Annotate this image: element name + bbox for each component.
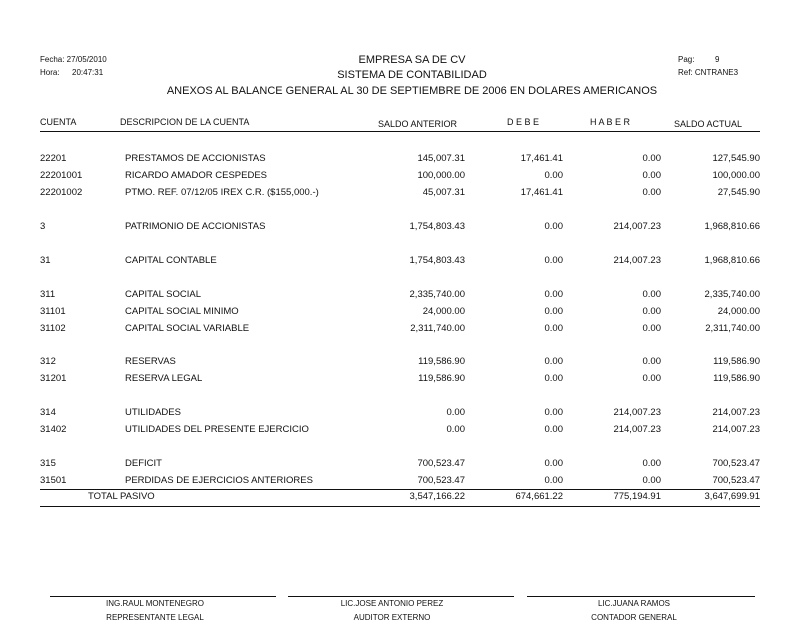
table-row — [0, 306, 810, 318]
table-row — [0, 153, 810, 165]
account-description: PERDIDAS DE EJERCICIOS ANTERIORES — [125, 475, 313, 486]
table-row — [0, 458, 810, 470]
account-code: 31102 — [40, 323, 66, 334]
debe-amount: 17,461.41 — [520, 187, 563, 198]
total-rule-top — [40, 489, 760, 490]
saldo-anterior: 100,000.00 — [417, 170, 465, 181]
table-row — [0, 187, 810, 199]
signature-name-2: LIC.JOSE ANTONIO PEREZ — [340, 599, 444, 608]
haber-amount: 0.00 — [642, 323, 661, 334]
saldo-actual: 27,545.90 — [717, 187, 760, 198]
account-description: RICARDO AMADOR CESPEDES — [125, 170, 267, 181]
saldo-anterior: 24,000.00 — [422, 306, 465, 317]
debe-amount: 0.00 — [544, 170, 563, 181]
haber-amount: 0.00 — [642, 170, 661, 181]
account-description: PATRIMONIO DE ACCIONISTAS — [125, 221, 266, 232]
total-saldo-actual: 3,647,699.91 — [704, 491, 760, 502]
saldo-actual: 700,523.47 — [712, 475, 760, 486]
debe-amount: 17,461.41 — [520, 153, 563, 164]
saldo-actual: 119,586.90 — [713, 373, 760, 384]
col-header-saldo-anterior: SALDO ANTERIOR — [378, 119, 458, 129]
saldo-anterior: 1,754,803.43 — [409, 221, 465, 232]
account-code: 3 — [40, 221, 46, 232]
account-description: PTMO. REF. 07/12/05 IREX C.R. ($155,000.-) — [125, 187, 319, 198]
company-name: EMPRESA SA DE CV — [358, 54, 466, 66]
col-header-haber: H A B E R — [590, 117, 631, 127]
total-saldo-anterior: 3,547,166.22 — [409, 491, 465, 502]
total-label: TOTAL PASIVO — [88, 491, 155, 502]
debe-amount: 0.00 — [544, 407, 563, 418]
haber-amount: 0.00 — [642, 373, 661, 384]
account-description: CAPITAL SOCIAL VARIABLE — [125, 323, 250, 334]
print-time-label: Hora: — [40, 68, 60, 77]
system-name: SISTEMA DE CONTABILIDAD — [337, 69, 487, 81]
account-code: 31402 — [40, 424, 67, 435]
account-description: UTILIDADES DEL PRESENTE EJERCICIO — [125, 424, 309, 435]
haber-amount: 0.00 — [642, 153, 661, 164]
saldo-actual: 2,335,740.00 — [704, 289, 760, 300]
report-ref: Ref: CNTRANE3 — [678, 68, 739, 77]
haber-amount: 0.00 — [642, 475, 661, 486]
debe-amount: 0.00 — [544, 458, 563, 469]
haber-amount: 0.00 — [642, 306, 661, 317]
signature-name-3: LIC.JUANA RAMOS — [597, 599, 670, 608]
table-row — [0, 170, 810, 182]
debe-amount: 0.00 — [544, 323, 563, 334]
account-code: 31101 — [40, 306, 66, 317]
account-code: 312 — [40, 356, 56, 367]
total-debe: 674,661.22 — [515, 491, 563, 502]
debe-amount: 0.00 — [544, 289, 563, 300]
debe-amount: 0.00 — [544, 255, 563, 266]
table-row — [0, 221, 810, 233]
table-row — [0, 475, 810, 487]
page-number: 9 — [715, 55, 720, 64]
debe-amount: 0.00 — [544, 424, 563, 435]
account-description: CAPITAL SOCIAL — [125, 289, 202, 300]
saldo-actual: 100,000.00 — [712, 170, 760, 181]
table-row — [0, 356, 810, 368]
saldo-anterior: 700,523.47 — [417, 475, 465, 486]
saldo-anterior: 145,007.31 — [417, 153, 465, 164]
saldo-actual: 1,968,810.66 — [704, 221, 760, 232]
haber-amount: 0.00 — [642, 356, 661, 367]
account-description: CAPITAL SOCIAL MINIMO — [125, 306, 239, 317]
saldo-actual: 119,586.90 — [713, 356, 760, 367]
col-header-debe: D E B E — [507, 117, 540, 127]
account-code: 22201 — [40, 153, 67, 164]
account-code: 314 — [40, 407, 56, 418]
col-header-cuenta: CUENTA — [40, 117, 77, 127]
account-code: 311 — [40, 289, 56, 300]
saldo-actual: 1,968,810.66 — [704, 255, 760, 266]
saldo-anterior: 119,586.90 — [418, 373, 465, 384]
print-date: Fecha: 27/05/2010 — [40, 55, 107, 64]
saldo-actual: 127,545.90 — [712, 153, 760, 164]
signature-role-1: REPRESENTANTE LEGAL — [106, 613, 204, 622]
account-code: 31 — [40, 255, 51, 266]
total-row — [0, 491, 810, 503]
signature-role-2: AUDITOR EXTERNO — [353, 613, 431, 622]
saldo-anterior: 45,007.31 — [422, 187, 465, 198]
total-haber: 775,194.91 — [613, 491, 661, 502]
saldo-anterior: 700,523.47 — [417, 458, 465, 469]
signature-name-1: ING.RAUL MONTENEGRO — [106, 599, 204, 608]
print-time-value: 20:47:31 — [72, 68, 104, 77]
table-row — [0, 407, 810, 419]
saldo-anterior: 0.00 — [446, 424, 465, 435]
saldo-actual: 214,007.23 — [712, 407, 760, 418]
saldo-anterior: 1,754,803.43 — [409, 255, 465, 266]
total-rule-bottom — [40, 506, 760, 507]
saldo-actual: 24,000.00 — [717, 306, 760, 317]
haber-amount: 214,007.23 — [613, 221, 661, 232]
debe-amount: 0.00 — [544, 356, 563, 367]
account-code: 31201 — [40, 373, 67, 384]
debe-amount: 0.00 — [544, 475, 563, 486]
account-code: 315 — [40, 458, 56, 469]
saldo-anterior: 2,335,740.00 — [409, 289, 465, 300]
account-description: DEFICIT — [125, 458, 162, 469]
haber-amount: 214,007.23 — [613, 407, 661, 418]
table-row — [0, 373, 810, 385]
debe-amount: 0.00 — [544, 221, 563, 232]
account-description: PRESTAMOS DE ACCIONISTAS — [125, 153, 266, 164]
table-row — [0, 323, 810, 335]
col-header-saldo-actual: SALDO ACTUAL — [674, 119, 743, 129]
saldo-anterior: 2,311,740.00 — [410, 323, 465, 334]
saldo-actual: 214,007.23 — [712, 424, 760, 435]
col-header-descripcion: DESCRIPCION DE LA CUENTA — [120, 117, 250, 127]
account-code: 31501 — [40, 475, 67, 486]
report-title: ANEXOS AL BALANCE GENERAL AL 30 DE SEPTIEMBRE DE 2006 EN DOLARES AMERICANOS — [166, 85, 658, 97]
signature-line-3 — [527, 596, 755, 597]
haber-amount: 0.00 — [642, 187, 661, 198]
haber-amount: 214,007.23 — [613, 424, 661, 435]
saldo-actual: 2,311,740.00 — [705, 323, 760, 334]
debe-amount: 0.00 — [544, 306, 563, 317]
signature-line-1 — [50, 596, 276, 597]
signature-role-3: CONTADOR GENERAL — [591, 613, 677, 622]
saldo-actual: 700,523.47 — [712, 458, 760, 469]
page-label: Pag: — [678, 55, 695, 64]
table-row — [0, 424, 810, 436]
account-description: RESERVAS — [125, 356, 176, 367]
saldo-anterior: 0.00 — [446, 407, 465, 418]
table-row — [0, 255, 810, 267]
haber-amount: 0.00 — [642, 289, 661, 300]
account-description: UTILIDADES — [125, 407, 181, 418]
account-description: RESERVA LEGAL — [125, 373, 203, 384]
debe-amount: 0.00 — [544, 373, 563, 384]
account-code: 22201002 — [40, 187, 83, 198]
table-row — [0, 289, 810, 301]
haber-amount: 214,007.23 — [613, 255, 661, 266]
saldo-anterior: 119,586.90 — [418, 356, 465, 367]
signature-line-2 — [288, 596, 514, 597]
account-code: 22201001 — [40, 170, 83, 181]
header-rule — [40, 131, 760, 132]
account-description: CAPITAL CONTABLE — [125, 255, 217, 266]
haber-amount: 0.00 — [642, 458, 661, 469]
